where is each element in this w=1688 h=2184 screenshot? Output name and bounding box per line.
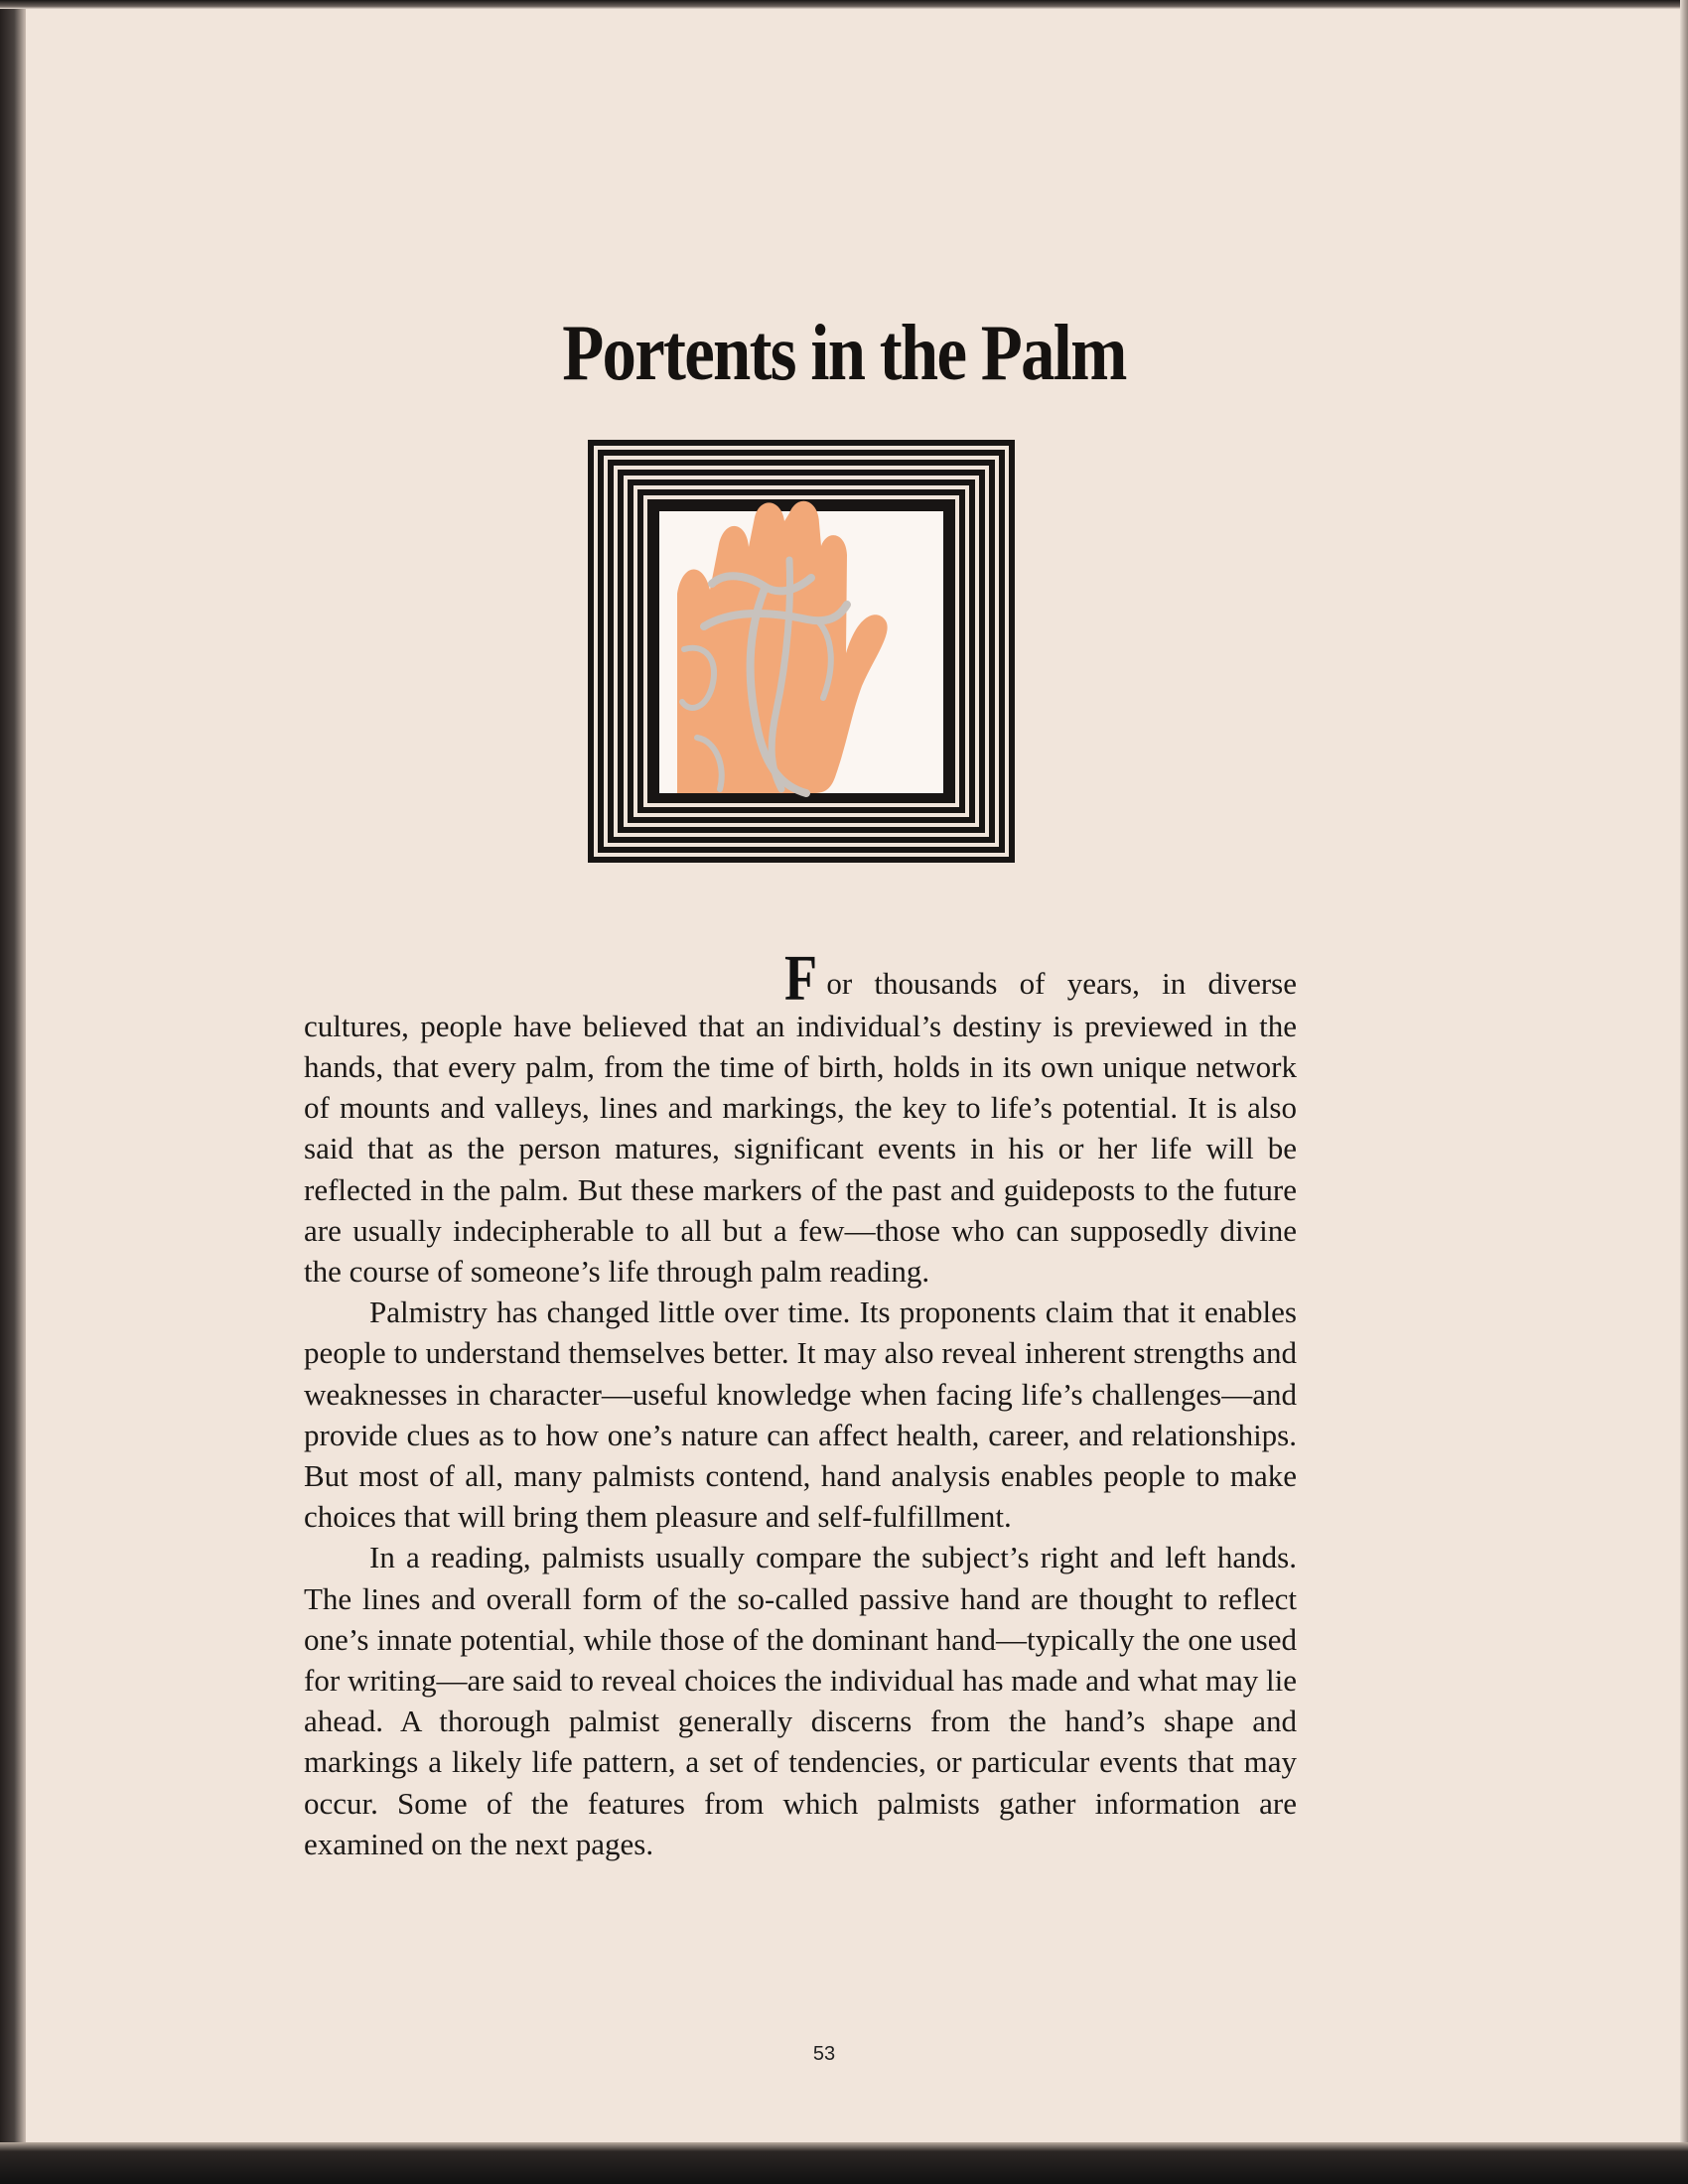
paragraph-1 [304,942,1297,1292]
page-right-edge [1680,0,1688,2184]
article-body [304,942,1297,1864]
drop-cap: F [784,942,818,1015]
page-title: Portents in the Palm [562,309,1126,397]
book-binding-edge [0,0,26,2184]
page-number: 53 [812,2043,836,2065]
paragraph-2: Palmistry has changed little over time. Its proponents claim that it enables people to understand themselves better. It may also reveal inherent strengths and weaknesses in character—useful knowledge when facing life’s challenges—and provide clues as to how one’s nature can affect health, career, and relationships. But most of all, many palmists contend, hand analysis enables people to make choices that will bring them pleasure and self-fulfillment. [304,1295,1297,1535]
page-bottom-edge [0,2142,1688,2184]
paragraph-1-text: or thousands of years, in diverse cultures, people have believed that an individual’s destiny is previewed in the hands, that every palm, from the time of birth, holds in its own unique network of mounts and valleys, lines and markings, the key to life’s potential. It is also said that as the person matures, significant events in his or her life will be reflected in the palm. But these markers of the past and guideposts to the future are usually indecipherable to all but a few—those who can supposedly divine the course of someone’s life through palm reading. [304,966,1297,1290]
palm-illustration [588,440,1015,863]
framed-hand-image [588,440,1015,863]
paragraph-3: In a reading, palmists usually compare the subject’s right and left hands. The lines and overall form of the so-called passive hand are thought to reflect one’s innate potential, while those of the dominant hand—typically the one used for writing—are said to reveal choices the individual has made and what may lie ahead. A thorough palmist generally discerns from the hand’s shape and markings a likely life pattern, a set of tendencies, or particular events that may occur. Some of the features from which palmists gather information are examined on the next pages. [304,1540,1297,1861]
page-top-edge [0,0,1688,9]
